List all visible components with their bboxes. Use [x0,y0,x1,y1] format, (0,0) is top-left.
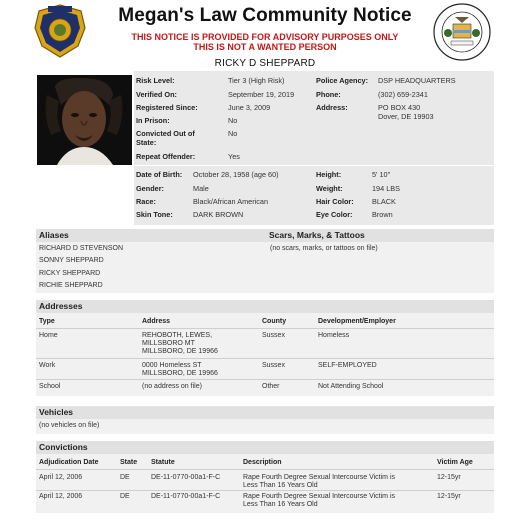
row-divider [36,358,494,359]
conviction-state: DE [120,474,130,481]
address-col-address: Address [142,318,171,325]
phone-value: (302) 659-2341 [378,90,428,99]
row-divider [36,328,494,329]
scars-text: (no scars, marks, or tattoos on file) [270,245,378,252]
in-prison-label: In Prison: [136,116,170,125]
eye-color-value: Brown [372,210,393,219]
eye-color-label: Eye Color: [316,210,353,219]
row-divider [36,490,494,491]
address-type: Home [39,332,58,339]
repeat-offender-label: Repeat Offender: [136,152,196,161]
mugshot-image [37,75,132,165]
address-line: MILLSBORO, DE 19966 [142,348,218,355]
hair-color-label: Hair Color: [316,197,354,206]
address-line: REHOBOTH, LEWES, [142,332,213,339]
conviction-description: Less Than 16 Years Old [243,482,318,489]
in-prison-value: No [228,116,238,125]
vehicles-heading: Vehicles [36,406,494,419]
agency-address-line-2: Dover, DE 19903 [378,112,434,121]
alias-item: RICKY SHEPPARD [39,270,101,277]
race-value: Black/African American [193,197,269,206]
offender-photo [37,75,132,165]
convictions-heading: Convictions [36,441,494,454]
convicted-out-value: No [228,129,238,138]
conviction-col-statute: Statute [151,459,175,466]
advisory-notice [100,32,430,52]
conviction-description: Less Than 16 Years Old [243,501,318,508]
conviction-col-description: Description [243,459,282,466]
aliases-heading: Aliases [36,229,266,242]
conviction-description: Rape Fourth Degree Sexual Intercourse Victim is [243,474,395,481]
addresses-heading: Addresses [36,300,494,313]
info-divider [134,165,494,166]
gender-label: Gender: [136,184,164,193]
address-col-county: County [262,318,287,325]
convicted-out-label-1: Convicted Out of [136,129,195,138]
height-label: Height: [316,170,342,179]
verified-on-label: Verified On: [136,90,177,99]
advisory-line-1: THIS NOTICE IS PROVIDED FOR ADVISORY PURPOSES ONLY [131,32,399,42]
dob-value: October 28, 1958 (age 60) [193,170,279,179]
police-agency-value: DSP HEADQUARTERS [378,76,456,85]
address-line: MILLSBORO MT [142,340,195,347]
address-line: MILLSBORO, DE 19966 [142,370,218,377]
address-county: Sussex [262,362,285,369]
address-employer: Homeless [318,332,350,339]
alias-item: RICHIE SHEPPARD [39,282,103,289]
verified-on-value: September 19, 2019 [228,90,295,99]
address-employer: SELF-EMPLOYED [318,362,377,369]
address-county: Other [262,383,280,390]
conviction-state: DE [120,493,130,500]
conviction-statute: DE-11-0770-00a1-F-C [151,493,221,500]
conviction-statute: DE-11-0770-00a1-F-C [151,474,221,481]
weight-value: 194 LBS [372,184,400,193]
hair-color-value: BLACK [372,197,396,206]
phone-label: Phone: [316,90,341,99]
conviction-col-date: Adjudication Date [39,459,99,466]
address-line: (no address on file) [142,383,202,390]
offender-name: RICKY D SHEPPARD [214,58,316,69]
conviction-victim-age: 12-15yr [437,474,461,481]
address-col-employer: Development/Employer [318,318,396,325]
risk-level-value: Tier 3 (High Risk) [228,76,285,85]
addresses-panel [36,300,494,396]
page-title: Megan's Law Community Notice [118,5,412,26]
convicted-out-label-2: State: [136,138,157,147]
police-agency-label: Police Agency: [316,76,369,85]
state-of-delaware-seal-icon [433,3,491,61]
skin-tone-label: Skin Tone: [136,210,173,219]
conviction-victim-age: 12-15yr [437,493,461,500]
row-divider [36,379,494,380]
skin-tone-value: DARK BROWN [193,210,244,219]
address-county: Sussex [262,332,285,339]
address-label: Address: [316,103,348,112]
registered-since-value: June 3, 2009 [228,103,271,112]
race-label: Race: [136,197,156,206]
conviction-col-victim-age: Victim Age [437,459,473,466]
delaware-state-police-badge-icon [34,4,86,58]
address-type: Work [39,362,56,369]
dob-label: Date of Birth: [136,170,183,179]
address-employer: Not Attending School [318,383,384,390]
risk-level-label: Risk Level: [136,76,175,85]
conviction-description: Rape Fourth Degree Sexual Intercourse Victim is [243,493,395,500]
alias-item: SONNY SHEPPARD [39,257,104,264]
agency-address-line-1: PO BOX 430 [378,103,421,112]
alias-item: RICHARD D STEVENSON [39,245,124,252]
address-line: 0000 Homeless ST [142,362,202,369]
address-type: School [39,383,61,390]
advisory-line-2: THIS IS NOT A WANTED PERSON [193,42,337,52]
height-value: 5' 10" [372,170,391,179]
address-col-type: Type [39,318,55,325]
weight-label: Weight: [316,184,343,193]
gender-value: Male [193,184,209,193]
repeat-offender-value: Yes [228,152,240,161]
conviction-date: April 12, 2006 [39,474,83,481]
registered-since-label: Registered Since: [136,103,198,112]
conviction-date: April 12, 2006 [39,493,83,500]
conviction-col-state: State [120,459,138,466]
vehicles-text: (no vehicles on file) [39,422,100,429]
row-divider [36,469,494,470]
offender-info-panel [134,71,494,225]
notice-header [0,0,505,70]
scars-heading: Scars, Marks, & Tattoos [266,229,494,242]
